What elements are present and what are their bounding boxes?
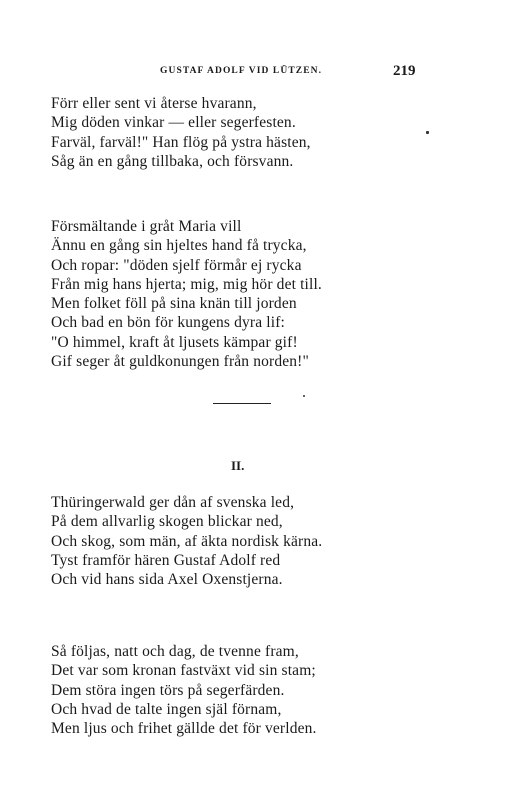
running-title: GUSTAF ADOLF VID LÜTZEN.	[160, 66, 323, 76]
verse-line: Och bad en bön för kungens dyra lif:	[51, 314, 285, 332]
verse-line: Thüringerwald ger dån af svenska led,	[51, 494, 295, 511]
verse-line: Förr eller sent vi återse hvarann,	[51, 95, 257, 112]
section-number: II.	[231, 458, 245, 473]
ink-speck	[426, 131, 429, 134]
verse-line: Tyst framför hären Gustaf Adolf red	[51, 551, 281, 569]
verse-line: Såg än en gång tillbaka, och försvann.	[51, 152, 294, 170]
verse-line: Men folket föll på sina knän till jorden	[51, 295, 297, 313]
verse-line: Och skog, som män, af äkta nordisk kärna.	[51, 532, 323, 550]
stanza-3	[51, 493, 451, 589]
verse-line: Gif seger åt guldkonungen från norden!"	[51, 353, 309, 371]
ink-speck	[303, 395, 305, 397]
verse-line: "O himmel, kraft åt ljusets kämpar gif!	[51, 333, 298, 351]
verse-line: På dem allvarlig skogen blickar ned,	[51, 513, 283, 531]
verse-line: Det var som kronan fastväxt vid sin stam;	[51, 662, 316, 680]
verse-line: Farväl, farväl!" Han flög på ystra hästen,	[51, 133, 311, 151]
verse-line: Försmältande i gråt Maria vill	[51, 218, 242, 235]
section-divider	[213, 403, 271, 404]
verse-line: Och hvad de talte ingen själ förnam,	[51, 700, 282, 718]
verse-line: Och ropar: "döden sjelf förmår ej rycka	[51, 256, 302, 274]
verse-line: Från mig hans hjerta; mig, mig hör det till.	[51, 275, 322, 293]
page-number: 219	[393, 63, 416, 79]
verse-line: Och vid hans sida Axel Oxenstjerna.	[51, 571, 283, 589]
verse-line: Ännu en gång sin hjeltes hand få trycka,	[51, 237, 307, 255]
verse-line: Mig döden vinkar — eller segerfesten.	[51, 114, 296, 132]
verse-line: Dem störa ingen törs på segerfärden.	[51, 681, 285, 699]
verse-line: Men ljus och frihet gällde det för verlden.	[51, 720, 317, 738]
stanza-4	[51, 642, 451, 738]
stanza-2	[51, 217, 451, 371]
stanza-1	[51, 94, 451, 171]
verse-line: Så följas, natt och dag, de tvenne fram,	[51, 643, 299, 660]
